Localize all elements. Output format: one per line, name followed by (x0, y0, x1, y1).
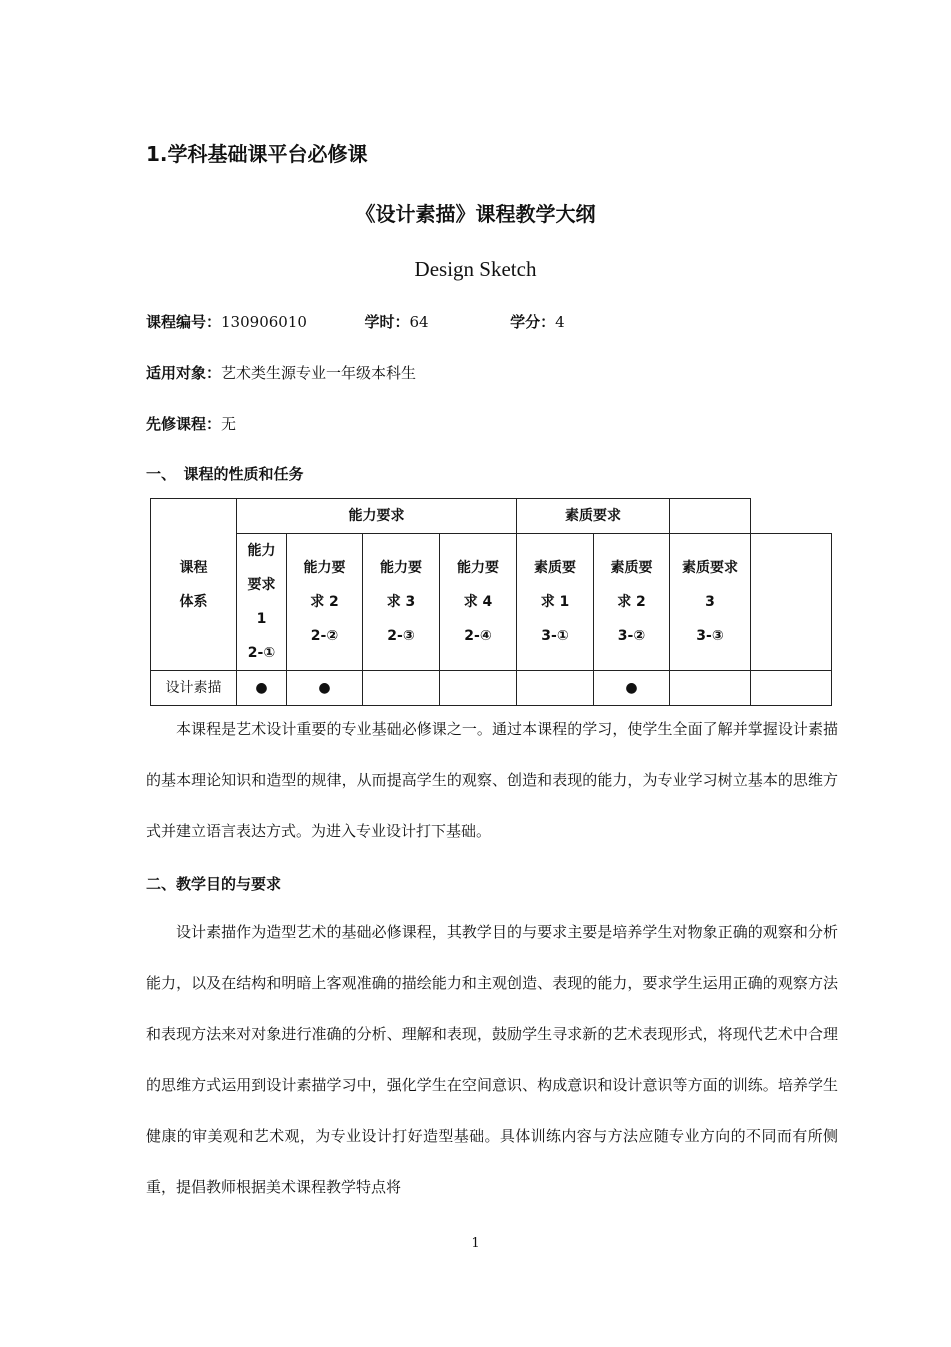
header-empty (670, 499, 751, 534)
credits-value: 4 (555, 313, 565, 331)
table-cell (517, 671, 594, 706)
credits-label: 学分： (510, 313, 556, 331)
col-ability-4: 能力要 求 4 2-④ (440, 534, 517, 671)
section-title: 1.学科基础课平台必修课 (146, 142, 368, 166)
heading-teaching-objectives: 二、教学目的与要求 (146, 875, 282, 893)
col-quality-2: 素质要 求 2 3-② (594, 534, 670, 671)
document-subtitle: Design Sketch (414, 257, 537, 281)
course-code-label: 课程编号： (146, 313, 222, 331)
hours-value: 64 (409, 313, 429, 331)
col-ability-2: 能力要 求 2 2-② (287, 534, 363, 671)
header-course-system: 课程 体系 (151, 499, 237, 671)
hours-label: 学时： (364, 313, 410, 331)
course-code-value: 130906010 (221, 313, 307, 331)
prerequisite-value: 无 (221, 415, 237, 433)
table-cell (363, 671, 440, 706)
col-ability-1: 能力 要求 1 2-① (237, 534, 287, 671)
requirements-table (150, 498, 832, 706)
col-quality-1: 素质要 求 1 3-① (517, 534, 594, 671)
document-title: 《设计素描》课程教学大纲 (355, 202, 596, 226)
col-quality-3: 素质要求 3 3-③ (670, 534, 751, 671)
paragraph-course-nature: 本课程是艺术设计重要的专业基础必修课之一。通过本课程的学习，使学生全面了解并掌握设计素描的基本理论知识和造型的规律，从而提高学生的观察、创造和表现的能力，为专业学习树立基本的思维方式并建立语言表达方式。为进入专业设计打下基础。 (146, 720, 838, 840)
table-cell (440, 671, 517, 706)
col-ability-3: 能力要 求 3 2-③ (363, 534, 440, 671)
table-cell (670, 671, 751, 706)
table-cell (751, 671, 832, 706)
audience-value: 艺术类生源专业一年级本科生 (221, 364, 417, 382)
page-number: 1 (471, 1236, 480, 1251)
audience-line (146, 362, 416, 383)
prerequisite-label: 先修课程： (146, 415, 222, 433)
audience-label: 适用对象： (146, 364, 222, 382)
paragraph-teaching-objectives: 设计素描作为造型艺术的基础必修课程，其教学目的与要求主要是培养学生对物象正确的观察和分析能力，以及在结构和明暗上客观准确的描绘能力和主观创造、表现的能力，要求学生运用正确的观察方法和表现方法来对对象进行准确的分析、理解和表现，鼓励学生寻求新的艺术表现形式，将现代艺术中合理的思维方式运用到设计素描学习中，强化学生在空间意识、构成意识和设计意识等方面的训练。培养学生健康的审美观和艺术观，为专业设计打好造型基础。具体训练内容与方法应随专业方向的不同而有所侧重，提倡教师根据美术课程教学特点将 (146, 923, 838, 1196)
table-cell: ● (594, 671, 670, 706)
table-cell: ● (287, 671, 363, 706)
row-label-design-sketch: 设计素描 (151, 671, 237, 706)
col-empty (751, 534, 832, 671)
course-info-line (146, 311, 565, 332)
heading-nature-and-tasks: 一、 课程的性质和任务 (146, 465, 304, 483)
table-cell: ● (237, 671, 287, 706)
header-ability-requirements: 能力要求 (237, 499, 517, 534)
prerequisite-line (146, 413, 236, 434)
header-quality-requirements: 素质要求 (517, 499, 670, 534)
